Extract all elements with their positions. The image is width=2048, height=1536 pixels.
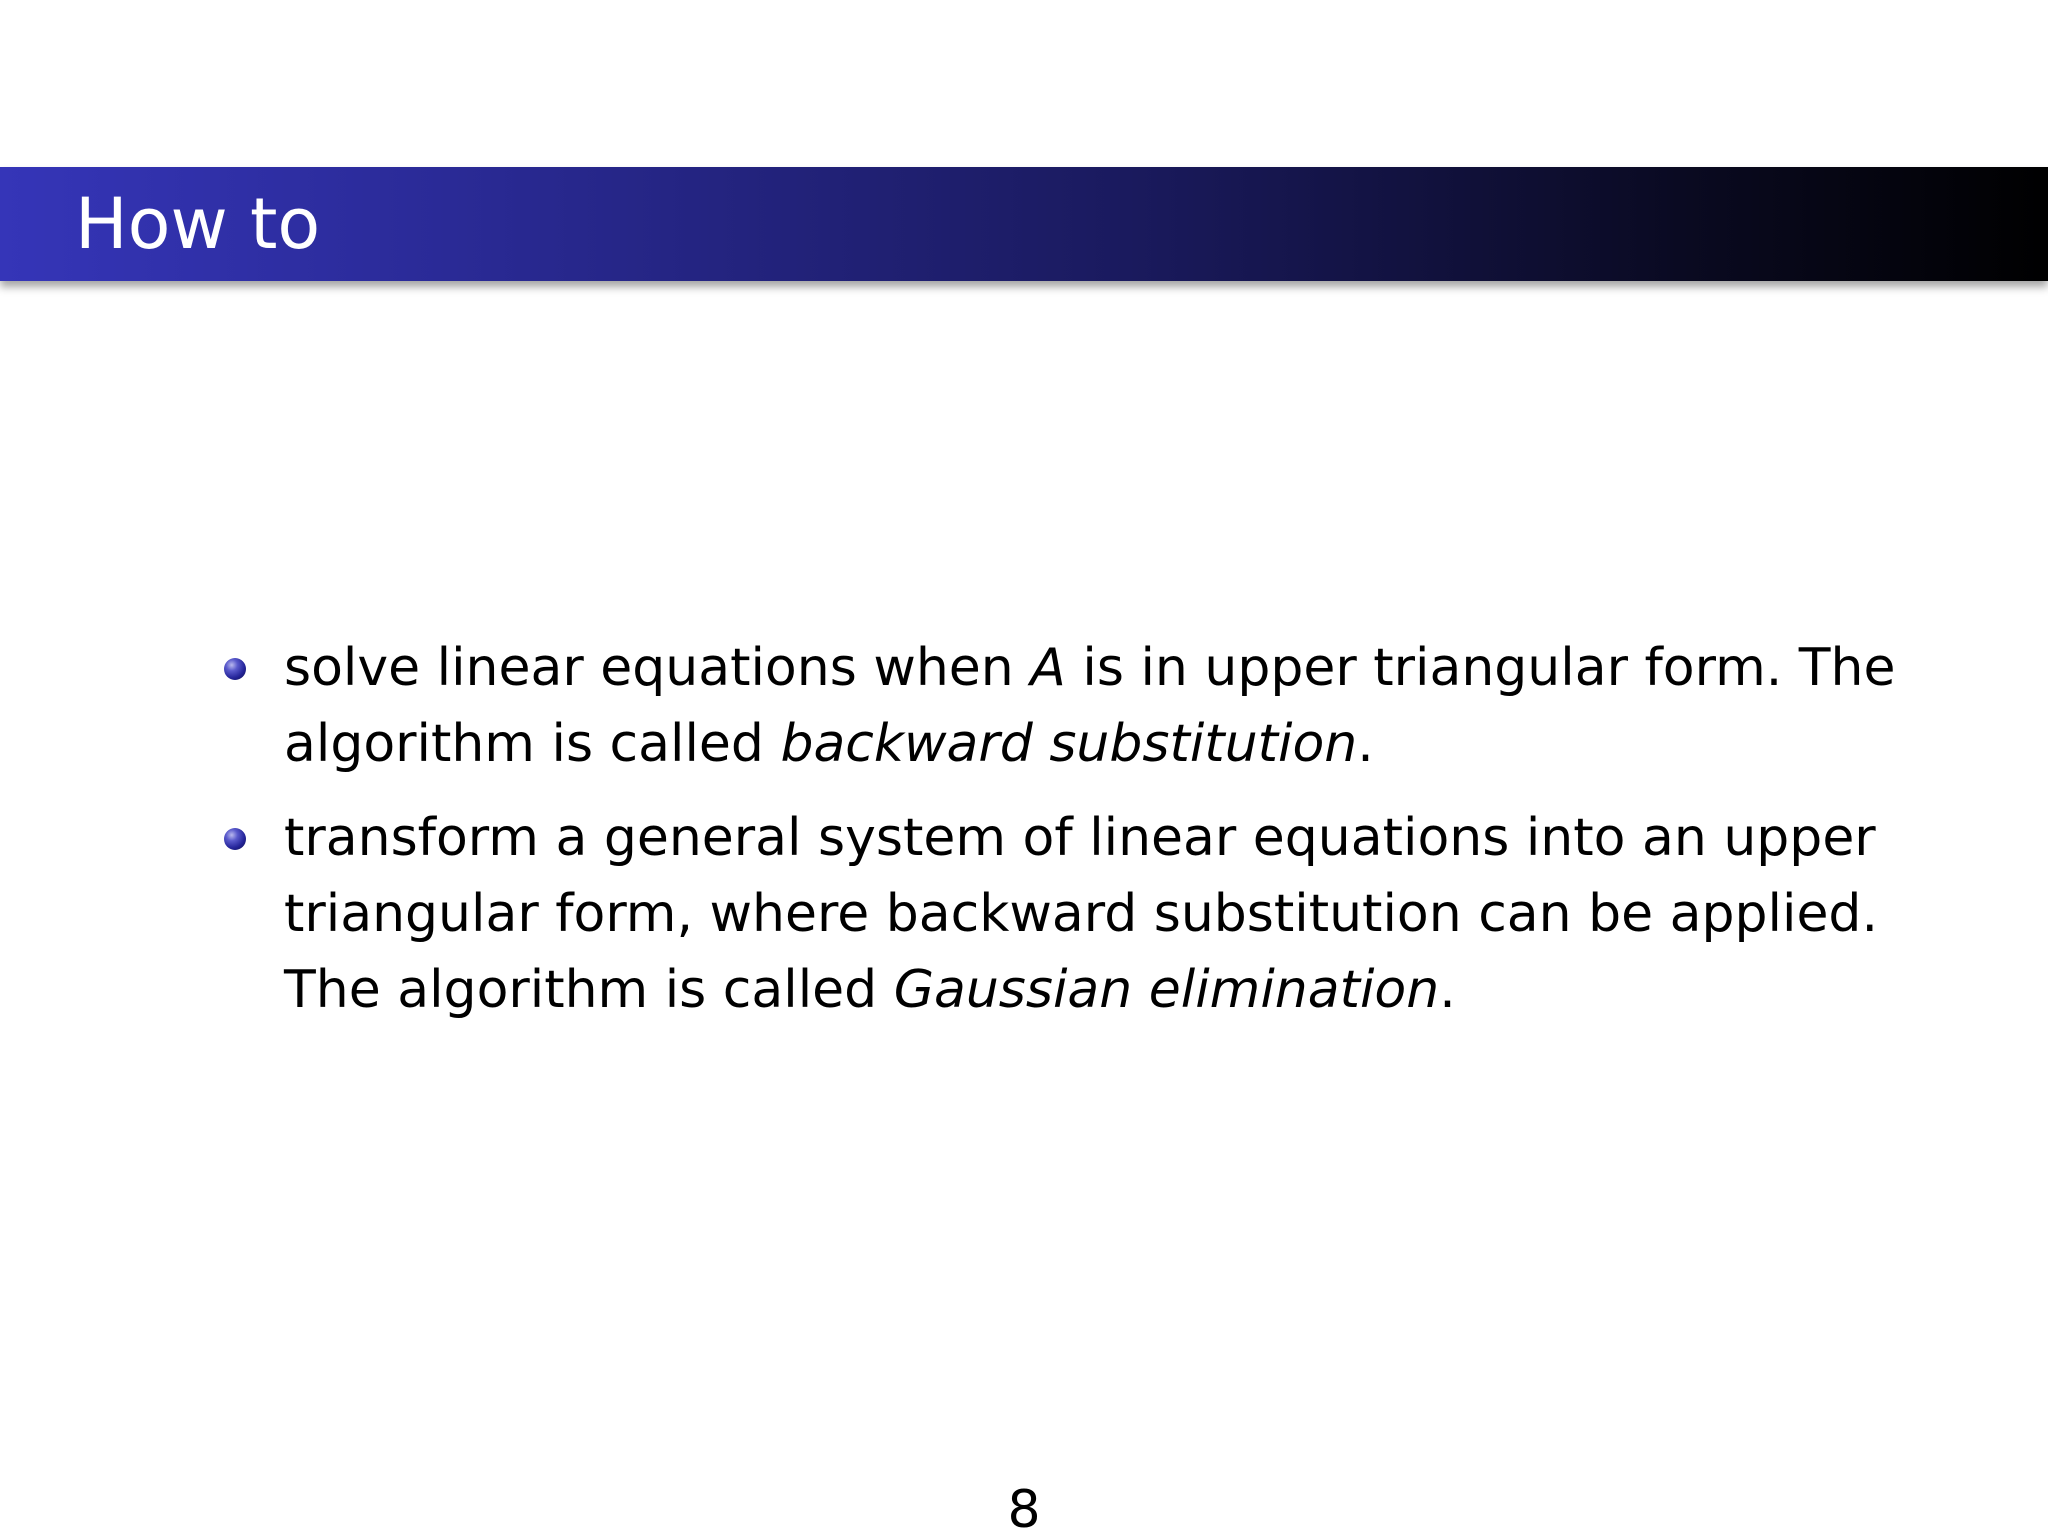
bullet-text-after: . — [1439, 960, 1456, 1020]
bullet-text-before: transform a general system of linear equations into an upper triangular form, where backward substitution can be applied. The algorithm is called — [284, 808, 1878, 1020]
bullet-item-transform — [220, 800, 1920, 1028]
bullet-ball-icon — [224, 658, 246, 680]
title-bar — [0, 167, 2048, 281]
slide-title: How to — [75, 183, 321, 265]
bullet-list — [220, 630, 1920, 1046]
bullet-text-before: solve linear equations when — [284, 638, 1031, 698]
term-backward-substitution: backward substitution — [780, 714, 1358, 774]
bullet-item-solve — [220, 630, 1920, 782]
page-number: 8 — [1007, 1480, 1041, 1536]
variable-a: A — [1030, 638, 1066, 698]
bullet-text-middle: is in upper triangular form. The algorithm is called — [284, 638, 1896, 774]
term-gaussian-elimination: Gaussian elimination — [893, 960, 1440, 1020]
bullet-text-after: . — [1357, 714, 1374, 774]
bullet-ball-icon — [224, 828, 246, 850]
